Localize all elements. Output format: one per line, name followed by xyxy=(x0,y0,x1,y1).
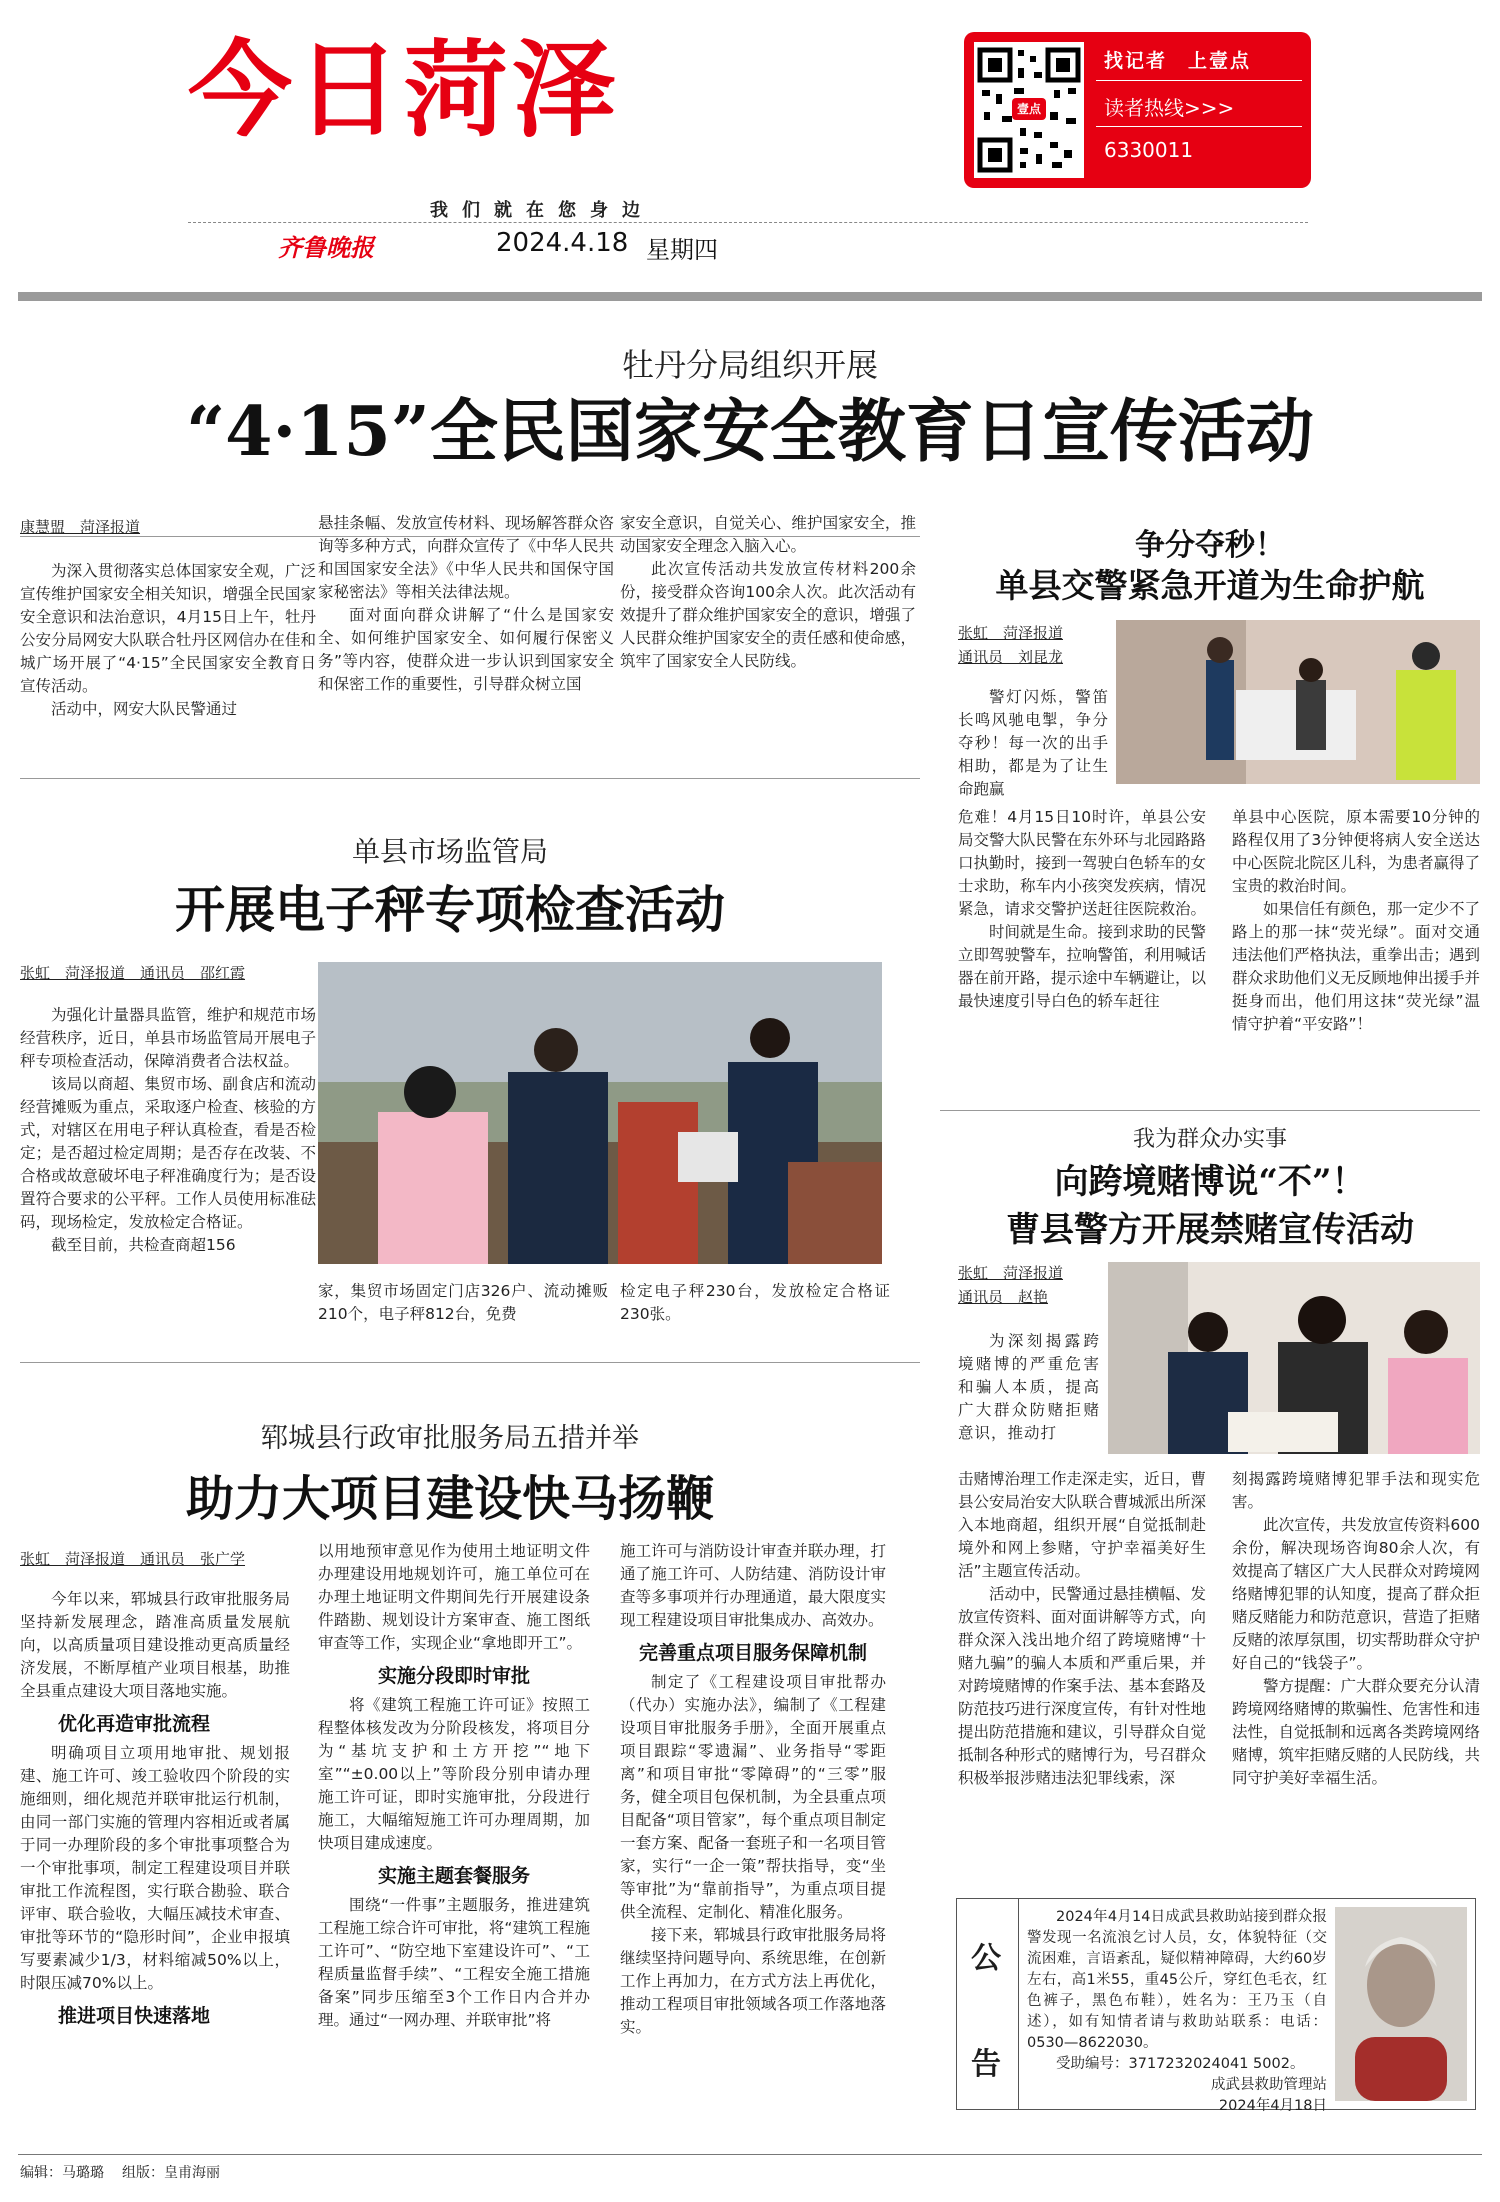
reporter-contact: 找记者 上壹点 xyxy=(1104,50,1252,72)
scale-byline: 张虹 菏泽报道 通讯员 邵红霞 xyxy=(20,964,246,982)
issue-date: 2024.4.18 xyxy=(496,228,629,258)
project-col-2-intro: 以用地预审意见作为使用土地证明文件办理建设用地规划许可，施工单位可在办理土地证明文件期间先行开展建设条件踏勘、规划设计方案审查、施工图纸审查等工作，实现企业“拿地即开工”。 xyxy=(318,1542,590,1652)
project-col-1-body: 明确项目立项用地审批、规划报建、施工许可、竣工验收四个阶段的实施细则，细化规范并联审批运行机制，由同一部门实施的管理内容相近或者属于同一办理阶段的多个审批事项整合为一个审批事项，制定工程建设项目并联审批工作流程图，实行联合勘验、联合评审、联合验收，大幅压减技术审查、审批等环节的“隐形时间”，企业申报填写要素减少1/3，材料缩减50%以上，时限压减70%以上。 xyxy=(20,1744,290,1992)
scale-col-1-para-2: 该局以商超、集贸市场、副食店和流动经营摊贩为重点，采取逐户检查、核验的方式，对辖区在用电子秤认真检查，看是否检定；是否超过检定周期；是否存在改装、不合格或故意破坏电子秤准确度行为；是否设置符合要求的公平秤。工作人员使用标准砝码，现场检定，发放检定合格证。 xyxy=(20,1075,316,1231)
notice-body xyxy=(1027,1907,1327,2117)
scale-col-2 xyxy=(318,1280,608,1326)
masthead-name: 今日菏泽 xyxy=(188,29,621,151)
masthead-qr-box xyxy=(964,32,1311,188)
notice-label-column xyxy=(957,1899,1019,2109)
lead-col-2-para-2: 面对面向群众讲解了“什么是国家安全、如何维护国家安全、如何履行保密义务”等内容，使群众进一步认识到国家安全和保密工作的重要性，引导群众树立国 xyxy=(318,606,614,693)
scale-col-2-para-1: 家，集贸市场固定门店326户、流动摊贩210个，电子秤812台，免费 xyxy=(318,1282,608,1323)
project-subhead-1: 优化再造审批流程 xyxy=(58,1713,211,1735)
lead-col-1-para-2: 活动中，网安大队民警通过 xyxy=(51,700,238,718)
project-col-1-intro: 今年以来，郓城县行政审批服务局坚持新发展理念，踏准高质量发展航向，以高质量项目建设推动更高质量经济发展，不断厚植产业项目根基，助推全县重点建设大项目落地实施。 xyxy=(20,1590,290,1700)
scale-headline: 开展电子秤专项检查活动 xyxy=(175,880,725,939)
lead-headline: “4·15”全民国家安全教育日宣传活动 xyxy=(186,392,1314,472)
lead-col-2 xyxy=(318,512,614,696)
project-col-2-body-1: 将《建筑工程施工许可证》按照工程整体核发改为分阶段核发，将项目分为“基坑支护和土方开挖”“地下室”“±0.00以上”等阶段分别申请办理施工许可证，即时实施审批，分段进行施工，大幅缩短施工许可办理周期，加快项目建成速度。 xyxy=(318,1696,590,1852)
project-col-1 xyxy=(20,1588,290,2034)
lead-col-3-para-1: 家安全意识，自觉关心、维护国家安全，推动国家安全理念入脑入心。 xyxy=(620,514,916,555)
gambling-col-2-para-1: 刻揭露跨境赌博犯罪手法和现实危害。 xyxy=(1232,1470,1480,1511)
gambling-col-1 xyxy=(958,1468,1206,1790)
lead-col-1 xyxy=(20,560,316,721)
scale-col-1-para-1: 为强化计量器具监管，维护和规范市场经营秩序，近日，单县市场监管局开展电子秤专项检查活动，保障消费者合法权益。 xyxy=(20,1006,316,1070)
gambling-col-2-para-3: 警方提醒：广大群众要充分认清跨境网络赌博的欺骗性、危害性和违法性，自觉抵制和远离各类跨境网络赌博，筑牢拒赌反赌的人民防线，共同守护美好幸福生活。 xyxy=(1232,1677,1481,1787)
scale-col-3-para-1: 检定电子秤230台，发放检定合格证230张。 xyxy=(620,1282,890,1323)
masthead-slogan: 我们就在您身边 xyxy=(430,200,654,221)
project-subhead-4: 实施主题套餐服务 xyxy=(377,1865,530,1887)
gambling-col-2-para-2: 此次宣传，共发放宣传资料600余份，解决现场咨询80余人次，有效提高了辖区广大人民群众对跨境网络赌博犯罪的认知度，提高了群众拒赌反赌能力和防范意识，营造了拒赌反赌的浓厚氛围，切实帮助群众守护好自己的“钱袋子”。 xyxy=(1232,1516,1481,1672)
notice-code: 受助编号：3717232024041 5002。 xyxy=(1056,2056,1305,2072)
project-subhead-5: 完善重点项目服务保障机制 xyxy=(638,1642,867,1664)
traffic-col-1-para-2: 时间就是生命。接到求助的民警立即驾驶警车，拉响警笛，利用喊话器在前开路，提示途中车辆避让，以最快速度引导白色的轿车赶往 xyxy=(958,923,1207,1010)
gambling-byline-2: 通讯员 赵艳 xyxy=(958,1288,1049,1306)
masthead-divider xyxy=(18,292,1482,301)
project-subhead-3: 实施分段即时审批 xyxy=(377,1665,530,1687)
notice-portrait xyxy=(1335,1907,1467,2101)
paper-name: 齐鲁晚报 xyxy=(278,233,374,262)
traffic-byline-1: 张虹 菏泽报道 xyxy=(958,624,1064,642)
notice-label-1: 公 xyxy=(971,1941,1001,1976)
gambling-headline-2: 曹县警方开展禁赌宣传活动 xyxy=(1006,1210,1414,1250)
footer-layout: 组版：皇甫海丽 xyxy=(122,2165,220,2181)
project-col-3 xyxy=(620,1540,886,2039)
scale-col-1-para-3: 截至目前，共检查商超156 xyxy=(51,1236,236,1254)
lead-col-2-para-1: 悬挂条幅、发放宣传材料、现场解答群众咨询等多种方式，向群众宣传了《中华人民共和国国家安全法》《中华人民共和国保守国家秘密法》等相关法律法规。 xyxy=(318,514,614,601)
notice-box xyxy=(956,1898,1476,2114)
gambling-kicker: 我为群众办实事 xyxy=(1132,1127,1287,1152)
traffic-col-2-para-1: 单县中心医院，原本需要10分钟的路程仅用了3分钟便将病人安全送达中心医院北院区儿科，为患者赢得了宝贵的救治时间。 xyxy=(1232,808,1481,895)
traffic-col-1 xyxy=(958,806,1206,1013)
gambling-headline-1: 向跨境赌博说“不”！ xyxy=(1054,1162,1366,1202)
project-subhead-2: 推进项目快速落地 xyxy=(58,2005,211,2027)
hotline-label: 读者热线>>> xyxy=(1104,96,1235,120)
scale-kicker: 单县市场监管局 xyxy=(351,835,548,868)
traffic-col-2 xyxy=(1232,806,1480,1036)
notice-text: 2024年4月14日成武县救助站接到群众报警发现一名流浪乞讨人员，女，体貌特征（交流困难，言语紊乱，疑似精神障碍，大约60岁左右，高1米55，重45公斤，穿红色毛衣，红色裤子，黑色布鞋），姓名为：王乃玉（自述），如有知情者请与救助站联系：电话：0530—8622030。 xyxy=(1027,1909,1327,2051)
project-col-3-body-1: 制定了《工程建设项目审批帮办（代办）实施办法》，编制了《工程建设项目审批服务手册》，全面开展重点项目跟踪“零遗漏”、业务指导“零距离”和项目审批“零障碍”的“三零”服务，健全项目包保机制，为全县重点项目配备“项目管家”，每个重点项目制定一套方案、配备一套班子和一名项目管家，实行“一企一策”帮扶指导，变“坐等审批”为“靠前指导”，为重点项目提供全流程、定制化、精准化服务。 xyxy=(620,1673,886,1921)
traffic-col-2-para-2: 如果信任有颜色，那一定少不了路上的那一抹“荧光绿”。面对交通违法他们严格执法，重拳出击；遇到群众求助他们义无反顾地伸出援手并挺身而出，他们用这抹“荧光绿”温情守护着“平安路”！ xyxy=(1232,900,1481,1033)
lead-byline: 康慧盟 菏泽报道 xyxy=(20,518,141,536)
project-col-3-intro: 施工许可与消防设计审查并联办理，打通了施工许可、人防结建、消防设计审查等多事项并行办理通道，最大限度实现工程建设项目审批集成办、高效办。 xyxy=(620,1542,886,1629)
project-byline: 张虹 菏泽报道 通讯员 张广学 xyxy=(20,1550,246,1568)
gambling-col-1-para-1: 击赌博治理工作走深走实，近日，曹县公安局治安大队联合曹城派出所深入本地商超，组织开展“自觉抵制赴境外和网上参赌，守护幸福美好生活”主题宣传活动。 xyxy=(958,1470,1207,1580)
scale-col-3 xyxy=(620,1280,890,1326)
lead-col-3 xyxy=(620,512,916,673)
traffic-photo[interactable] xyxy=(1116,620,1480,784)
lead-col-1-para-1: 为深入贯彻落实总体国家安全观，广泛宣传维护国家安全相关知识，增强全民国家安全意识和法治意识，4月15日上午，牡丹公安分局网安大队联合牡丹区网信办在佳和城广场开展了“4·15”全民国家安全教育日宣传活动。 xyxy=(20,562,316,695)
gambling-intro: 为深刻揭露跨境赌博的严重危害和骗人本质，提高广大群众防赌拒赌意识，推动打 xyxy=(958,1332,1100,1442)
traffic-byline-2: 通讯员 刘昆龙 xyxy=(958,648,1064,666)
scale-photo[interactable] xyxy=(318,962,882,1264)
qr-caption: 壹点 xyxy=(1016,102,1041,116)
gambling-byline-1: 张虹 菏泽报道 xyxy=(958,1264,1064,1282)
project-kicker: 郓城县行政审批服务局五措并举 xyxy=(261,1423,639,1454)
traffic-col-1-para-1: 危难！4月15日10时许，单县公安局交警大队民警在东外环与北园路路口执勤时，接到一驾驶白色轿车的女士求助，称车内小孩突发疾病，情况紧急，请求交警护送赶往医院救治。 xyxy=(958,808,1207,918)
traffic-intro: 警灯闪烁，警笛长鸣风驰电掣，争分夺秒！每一次的出手相助，都是为了让生命跑赢 xyxy=(958,688,1108,798)
traffic-headline: 单县交警紧急开道为生命护航 xyxy=(995,566,1425,605)
project-headline: 助力大项目建设快马扬鞭 xyxy=(185,1471,714,1527)
scale-col-1 xyxy=(20,1004,316,1257)
notice-label-2: 告 xyxy=(971,2047,1001,2082)
hotline-number: 6330011 xyxy=(1104,138,1194,162)
project-col-2-body-2: 围绕“一件事”主题服务，推进建筑工程施工综合许可审批，将“建筑工程施工许可”、“防空地下室建设许可”、“工程质量监督手续”、“工程安全施工措施备案”同步压缩至3个工作日内合并办理。通过“一网办理、并联审批”将 xyxy=(318,1896,590,2029)
notice-signer: 成武县救助管理站 xyxy=(1211,2077,1327,2093)
lead-kicker: 牡丹分局组织开展 xyxy=(621,346,878,384)
masthead-logo xyxy=(188,29,948,158)
issue-weekday: 星期四 xyxy=(646,236,718,264)
qr-code[interactable] xyxy=(974,42,1084,178)
project-col-3-body-2: 接下来，郓城县行政审批服务局将继续坚持问题导向、系统思维，在创新工作上再加力，在方式方法上再优化，推动工程项目审批领域各项工作落地落实。 xyxy=(620,1926,886,2036)
footer-editor: 编辑：马璐璐 xyxy=(20,2165,104,2181)
notice-date: 2024年4月18日 xyxy=(1218,2098,1327,2114)
gambling-photo[interactable] xyxy=(1108,1262,1480,1454)
lead-col-3-para-2: 此次宣传活动共发放宣传材料200余份，接受群众咨询100余人次。此次活动有效提升了群众维护国家安全的意识，增强了人民群众维护国家安全的责任感和使命感，筑牢了国家安全人民防线。 xyxy=(620,560,916,670)
project-col-2 xyxy=(318,1540,590,2032)
gambling-col-2 xyxy=(1232,1468,1480,1790)
traffic-kicker: 争分夺秒！ xyxy=(1135,528,1285,563)
gambling-col-1-para-2: 活动中，民警通过悬挂横幅、发放宣传资料、面对面讲解等方式，向群众深入浅出地介绍了跨境赌博“十赌九骗”的骗人本质和严重后果，并对跨境赌博的作案手法、基本套路及防范技巧进行深度宣传，有针对性地提出防范措施和建议，引导群众自觉抵制各种形式的赌博行为，号召群众积极举报涉赌违法犯罪线索，深 xyxy=(958,1585,1207,1787)
